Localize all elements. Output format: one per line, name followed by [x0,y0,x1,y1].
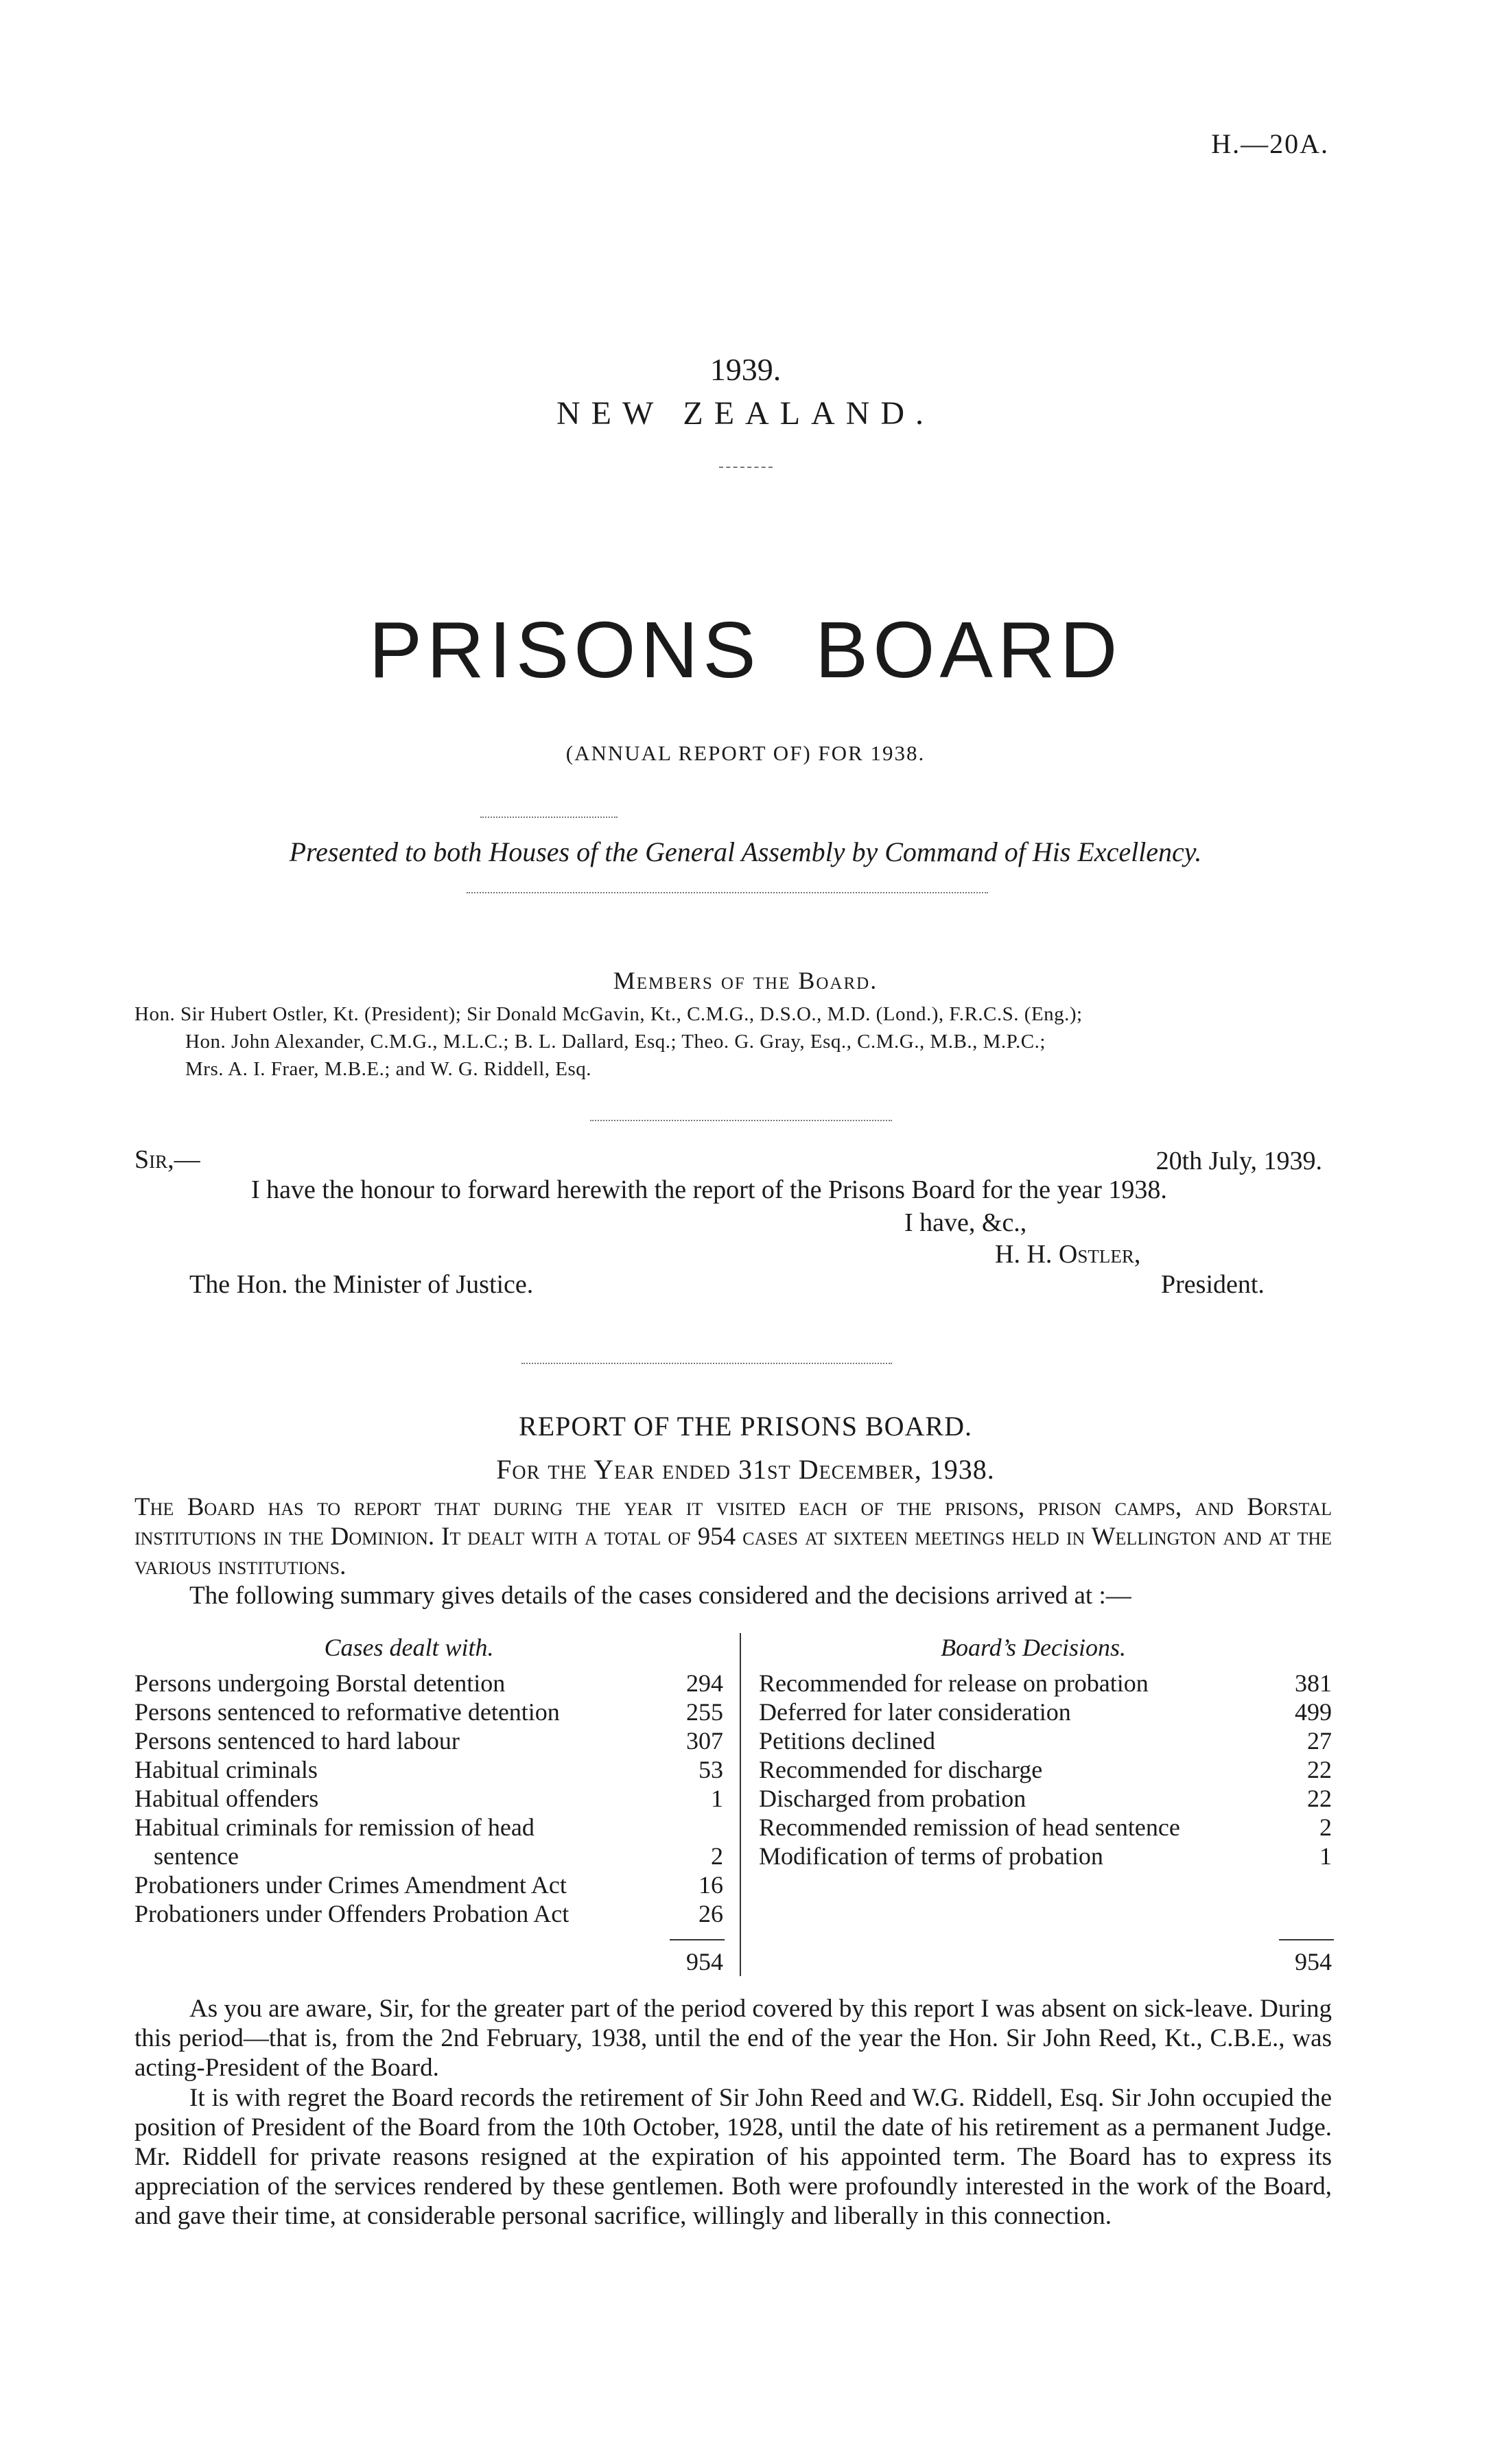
cases-row: Persons sentenced to hard labour [134,1727,460,1755]
cases-row: Probationers under Offenders Probation Act [134,1900,570,1927]
paragraph-3-text: It is with regret the Board records the retirement of Sir John Reed and W.G. Riddell, Esq. Sir John occupied the position of President of the Board from the 10th October, 1928, until the date of his retirement as a permanent Judge. Mr. Riddell for private reasons resigned at the expiration of his appointed term. The Board has to express its appreciation of the services rendered by these gentlemen. Both were profoundly interested in the work of the Board, and gave their time, at considerable personal sacrifice, willingly and liberally in this connection. [134,2084,1332,2230]
decisions-row: Recommended remission of head sentence [759,1814,1180,1841]
paragraph-2-text: As you are aware, Sir, for the greater part of the period covered by this report I was absent on sick-leave. During this period—that is, from the 2nd February, 1938, until the end of the year the Hon. Sir John Reed, Kt., C.B.E., was acting-President of the Board. [134,1995,1332,2082]
members-line: Mrs. A. I. Fraer, M.B.E.; and W. G. Riddell, Esq. [185,1058,592,1080]
decisions-value: 2 [1319,1814,1332,1841]
cases-value: 255 [686,1698,723,1726]
decisions-row: Deferred for later consideration [759,1698,1071,1726]
decisions-row: Discharged from probation [759,1785,1026,1812]
members-heading: Members of the Board. [613,967,878,994]
country-heading: NEW ZEALAND. [556,395,935,432]
report-heading: REPORT OF THE PRISONS BOARD. [519,1411,972,1442]
letter-date: 20th July, 1939. [1155,1147,1322,1175]
report-intro [134,1492,1332,1581]
divider [480,817,618,818]
decisions-value: 381 [1295,1669,1332,1697]
cases-row: Persons undergoing Borstal detention [134,1669,506,1697]
report-subheading: For the Year ended 31st December, 1938. [496,1454,995,1485]
paragraph-2 [134,1994,1332,2082]
cases-row: sentence [154,1842,239,1870]
members-line: Hon. John Alexander, C.M.G., M.L.C.; B. L. Dallard, Esq.; Theo. G. Gray, Esq., C.M.G., M.B., M.P.C.; [185,1031,1046,1053]
letter-signatory-title: President. [1161,1270,1265,1299]
decisions-heading: Board’s Decisions. [941,1634,1126,1661]
decisions-total-rule [1279,1939,1334,1940]
cases-row: Habitual criminals for remission of head [134,1814,535,1841]
decisions-value: 22 [1307,1756,1332,1783]
cases-row: Habitual offenders [134,1785,319,1812]
document-reference: H.—20A. [1211,128,1329,159]
summary-lead-text: The following summary gives details of the cases considered and the decisions arrived at :— [189,1582,1131,1610]
presented-line: Presented to both Houses of the General Assembly by Command of His Excellency. [289,836,1202,867]
letter-addressee: The Hon. the Minister of Justice. [189,1270,534,1299]
divider [467,892,988,893]
summary-table [134,1633,1332,1983]
summary-lead [134,1581,1332,1610]
cases-row: Habitual criminals [134,1756,318,1783]
cases-value: 1 [711,1785,723,1812]
letter-closing: I have, &c., [904,1208,1027,1237]
decisions-value: 22 [1307,1785,1332,1812]
divider [719,467,773,468]
cases-total-rule [670,1939,725,1940]
cases-value: 53 [698,1756,723,1783]
cases-value: 16 [698,1871,723,1899]
decisions-total: 954 [1295,1948,1332,1975]
cases-value: 307 [686,1727,723,1755]
divider [590,1120,892,1121]
page-subtitle: (ANNUAL REPORT OF) FOR 1938. [565,741,926,765]
decisions-row: Petitions declined [759,1727,935,1755]
decisions-value: 1 [1319,1842,1332,1870]
decisions-value: 499 [1295,1698,1332,1726]
cases-value: 2 [711,1842,723,1870]
cases-value: 26 [698,1900,723,1927]
members-line: Hon. Sir Hubert Ostler, Kt. (President); Sir Donald McGavin, Kt., C.M.G., D.S.O., M.D. (Lond.), F.R.C.S. (Eng.); [134,1003,1083,1025]
document-year: 1939. [709,352,782,387]
cases-row: Probationers under Crimes Amendment Act [134,1871,567,1899]
divider [521,1363,892,1364]
paragraph-3 [134,2083,1332,2231]
column-divider [740,1633,741,1976]
cases-total: 954 [686,1948,723,1975]
cases-heading: Cases dealt with. [324,1634,494,1661]
letter-signatory: H. H. Ostler, [995,1240,1141,1269]
decisions-row: Recommended for release on probation [759,1669,1149,1697]
cases-row: Persons sentenced to reformative detention [134,1698,560,1726]
cases-value: 294 [686,1669,723,1697]
decisions-row: Recommended for discharge [759,1756,1043,1783]
decisions-value: 27 [1307,1727,1332,1755]
page-title: PRISONS BOARD [368,605,1123,694]
letter-body: I have the honour to forward herewith the report of the Prisons Board for the year 1938. [251,1175,1167,1204]
decisions-row: Modification of terms of probation [759,1842,1103,1870]
letter-salutation: Sir,— [134,1145,200,1174]
report-intro-text: The Board has to report that during the year it visited each of the prisons, prison camps, and Borstal institutions in the Dominion. It dealt with a total of 954 cases at sixteen meetings held in Wellington and at the various institutions. [134,1493,1332,1580]
